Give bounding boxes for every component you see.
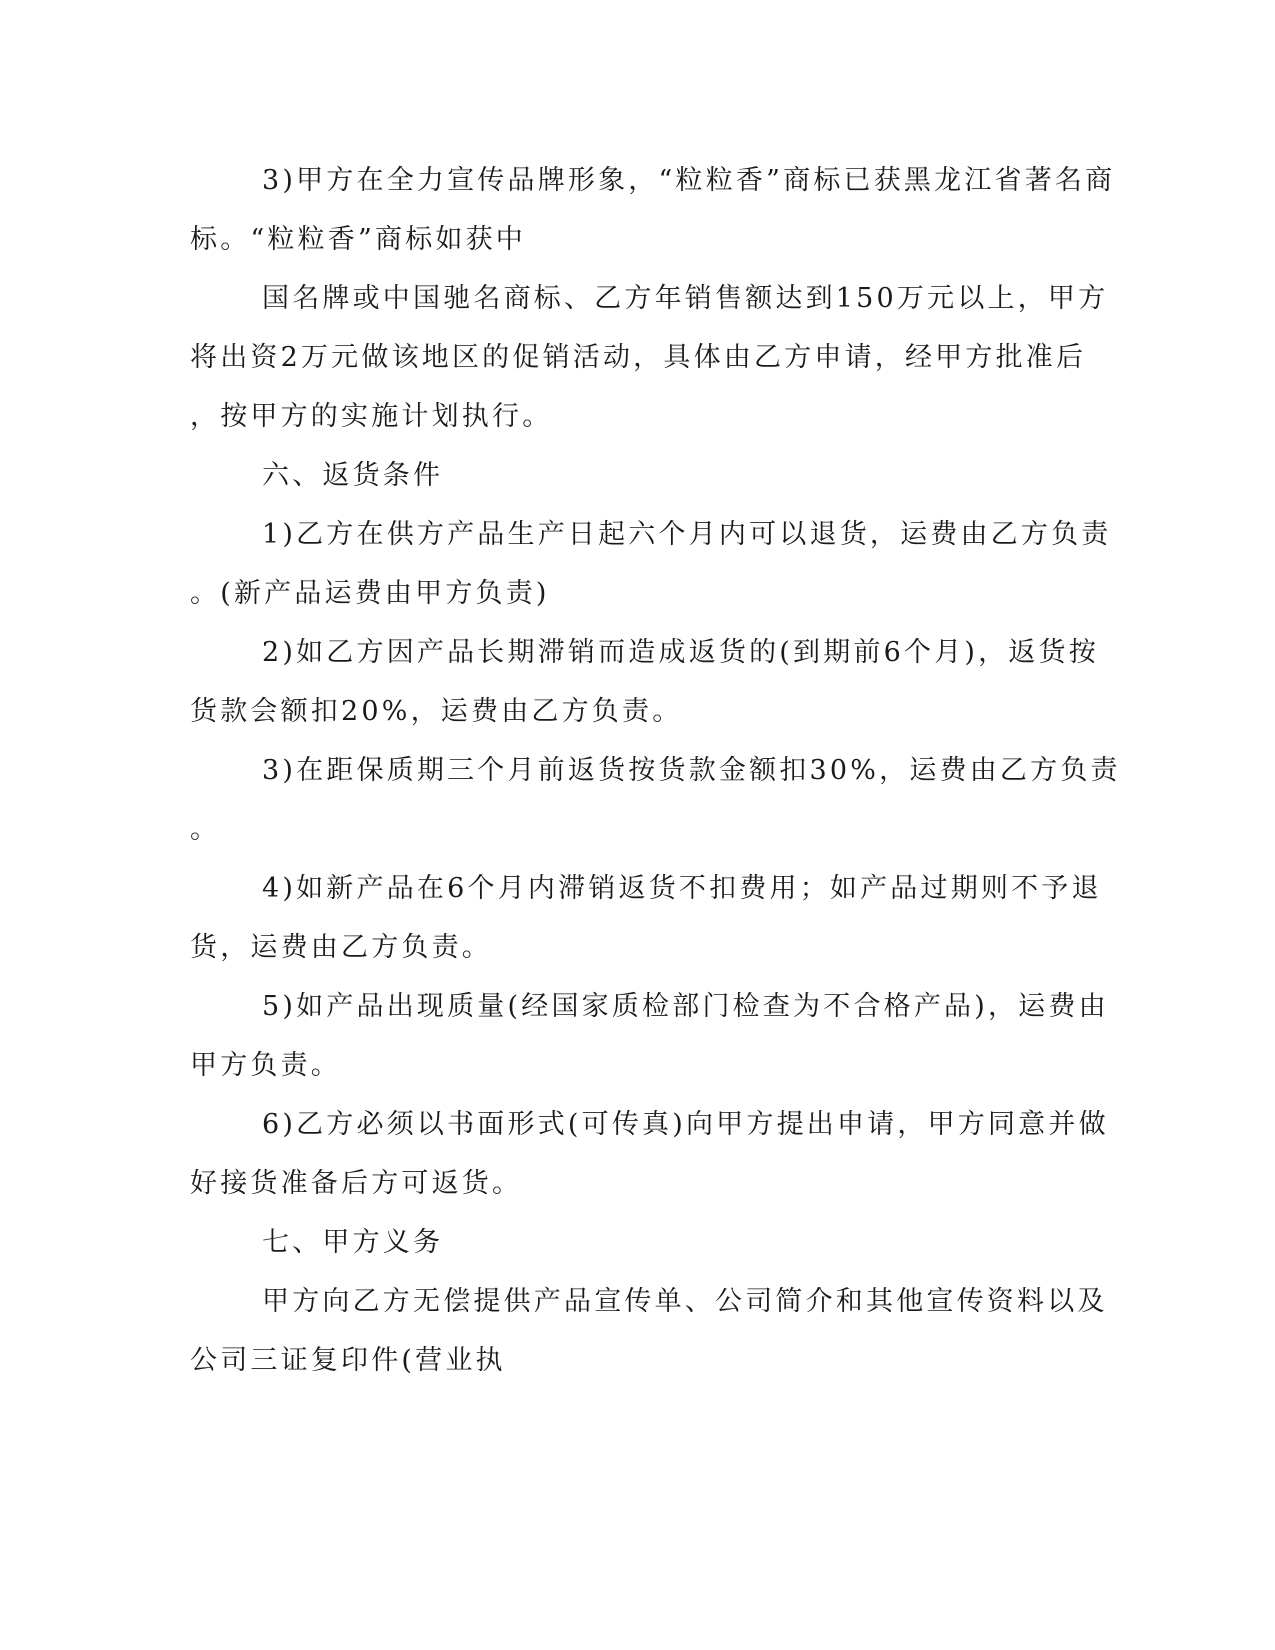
paragraph-line: 甲方负责。 — [190, 1050, 341, 1081]
paragraph-line: 甲方向乙方无偿提供产品宣传单、公司简介和其他宣传资料以及 — [262, 1286, 1108, 1317]
paragraph-line: 3)在距保质期三个月前返货按货款金额扣30%，运费由乙方负责 — [262, 755, 1121, 786]
paragraph-line: 2)如乙方因产品长期滞销而造成返货的(到期前6个月)，返货按 — [262, 637, 1099, 668]
paragraph-line: 标。“粒粒香”商标如获中 — [190, 224, 527, 255]
paragraph-line: 好接货准备后方可返货。 — [190, 1168, 523, 1199]
paragraph-line: 公司三证复印件(营业执 — [190, 1345, 506, 1376]
paragraph-line: 。(新产品运费由甲方负责) — [190, 578, 550, 609]
paragraph-line: 4)如新产品在6个月内滞销返货不扣费用；如产品过期则不予退 — [262, 873, 1102, 904]
paragraph-line: 6)乙方必须以书面形式(可传真)向甲方提出申请，甲方同意并做 — [262, 1109, 1109, 1140]
paragraph-line: 5)如产品出现质量(经国家质检部门检查为不合格产品)，运费由 — [262, 991, 1109, 1022]
paragraph-line: 。 — [190, 814, 221, 845]
paragraph-line: 1)乙方在供方产品生产日起六个月内可以退货，运费由乙方负责 — [262, 519, 1112, 550]
section-heading: 六、返货条件 — [262, 460, 444, 491]
paragraph-line: ，按甲方的实施计划执行。 — [190, 401, 553, 432]
section-heading: 七、甲方义务 — [262, 1227, 444, 1258]
paragraph-line: 货，运费由乙方负责。 — [190, 932, 492, 963]
paragraph-line: 货款会额扣20%，运费由乙方负责。 — [190, 696, 683, 727]
paragraph-line: 将出资2万元做该地区的促销活动，具体由乙方申请，经甲方批准后 — [190, 342, 1087, 373]
paragraph-line: 3)甲方在全力宣传品牌形象，“粒粒香”商标已获黑龙江省著名商 — [262, 165, 1116, 196]
paragraph-line: 国名牌或中国驰名商标、乙方年销售额达到150万元以上，甲方 — [262, 283, 1109, 314]
